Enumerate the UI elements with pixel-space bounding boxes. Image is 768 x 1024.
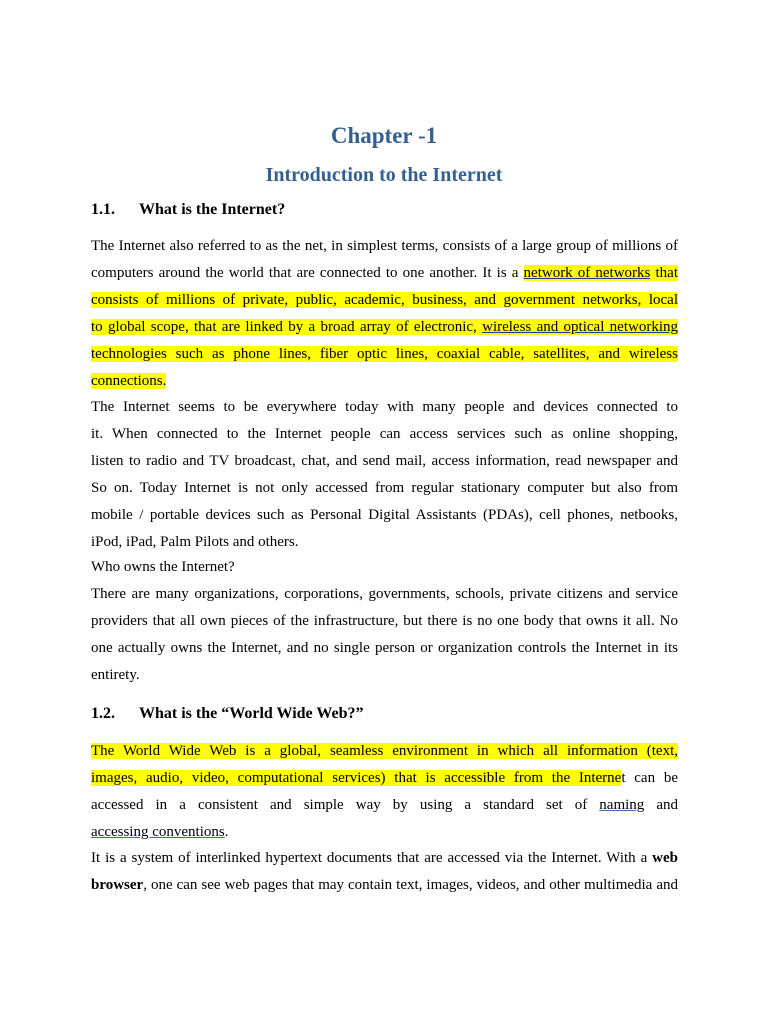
- text-line: iPod, iPad, Palm Pilots and others.: [91, 534, 299, 550]
- text-line: [91, 768, 678, 788]
- highlight-span: technologies such as phone lines, fiber optic lines, coaxial cable, satellites, and wireless: [91, 346, 678, 362]
- text-line: [91, 741, 678, 761]
- text-line: one actually owns the Internet, and no single person or organization controls the Internet in its: [91, 640, 678, 656]
- text-line: The Internet also referred to as the net, in simplest terms, consists of a large group of millions of: [91, 238, 678, 254]
- text-span: , one can see web pages that may contain text, images, videos, and other multimedia and: [143, 877, 678, 893]
- text-span: It is a system of interlinked hypertext documents that are accessed via the Internet. With a: [91, 850, 653, 866]
- text-line: providers that all own pieces of the infrastructure, but there is no one body that owns it all. No: [91, 613, 678, 629]
- text-line: [91, 263, 678, 283]
- highlight-span: images, audio, video, computational services) that is accessible from the Interne: [91, 770, 622, 786]
- text-line: listen to radio and TV broadcast, chat, and send mail, access information, read newspaper and: [91, 453, 678, 469]
- text-span: computers around the world that are connected to one another. It is a: [91, 265, 524, 281]
- highlight-span: consists of millions of private, public, academic, business, and government networks, local: [91, 292, 678, 308]
- text-line: it. When connected to the Internet people can access services such as online shopping,: [91, 426, 678, 442]
- highlight-network-of-networks: network of networks: [523, 265, 651, 281]
- chapter-subtitle: Introduction to the Internet: [265, 164, 503, 186]
- text-line: mobile / portable devices such as Personal Digital Assistants (PDAs), cell phones, netbooks,: [91, 507, 678, 523]
- text-span: t can be: [621, 770, 678, 786]
- highlight-span: The World Wide Web is a global, seamless environment in which all information (text,: [91, 743, 678, 759]
- text-line: [91, 795, 678, 815]
- bold-web: web: [652, 850, 678, 866]
- highlight-span: connections.: [91, 373, 167, 389]
- text-line: So on. Today Internet is not only accessed from regular stationary computer but also from: [91, 480, 678, 496]
- text-line: entirety.: [91, 667, 140, 683]
- section-1-number: 1.1.: [91, 201, 115, 218]
- text-span: and: [644, 797, 678, 813]
- text-line: [91, 848, 678, 868]
- text-span: .: [224, 824, 229, 840]
- text-line: The Internet seems to be everywhere today with many people and devices connected to: [91, 399, 678, 415]
- section-1-heading: [91, 201, 285, 219]
- text-line: [91, 344, 678, 364]
- text-line: [91, 822, 678, 842]
- chapter-title: Chapter -1: [330, 123, 438, 148]
- text-line: [91, 290, 678, 310]
- section-2-title: What is the “World Wide Web?”: [139, 705, 364, 722]
- section-1-title: What is the Internet?: [139, 201, 286, 218]
- text-span: accessed in a consistent and simple way by using a standard set of: [91, 797, 600, 813]
- link-accessing-conventions[interactable]: accessing conventions: [91, 824, 225, 840]
- link-naming[interactable]: naming: [599, 797, 645, 813]
- section-2-heading: [91, 705, 363, 723]
- text-line: [91, 317, 678, 337]
- highlight-span: to global scope, that are linked by a broad array of electronic,: [91, 319, 483, 335]
- text-line: [91, 875, 678, 895]
- highlight-span: that: [650, 265, 678, 281]
- question-who-owns: Who owns the Internet?: [91, 559, 235, 575]
- text-line: There are many organizations, corporations, governments, schools, private citizens and service: [91, 586, 678, 602]
- bold-browser: browser: [91, 877, 144, 893]
- highlight-wireless-optical: wireless and optical networking: [482, 319, 678, 335]
- section-2-number: 1.2.: [91, 705, 115, 722]
- text-line: [91, 371, 678, 391]
